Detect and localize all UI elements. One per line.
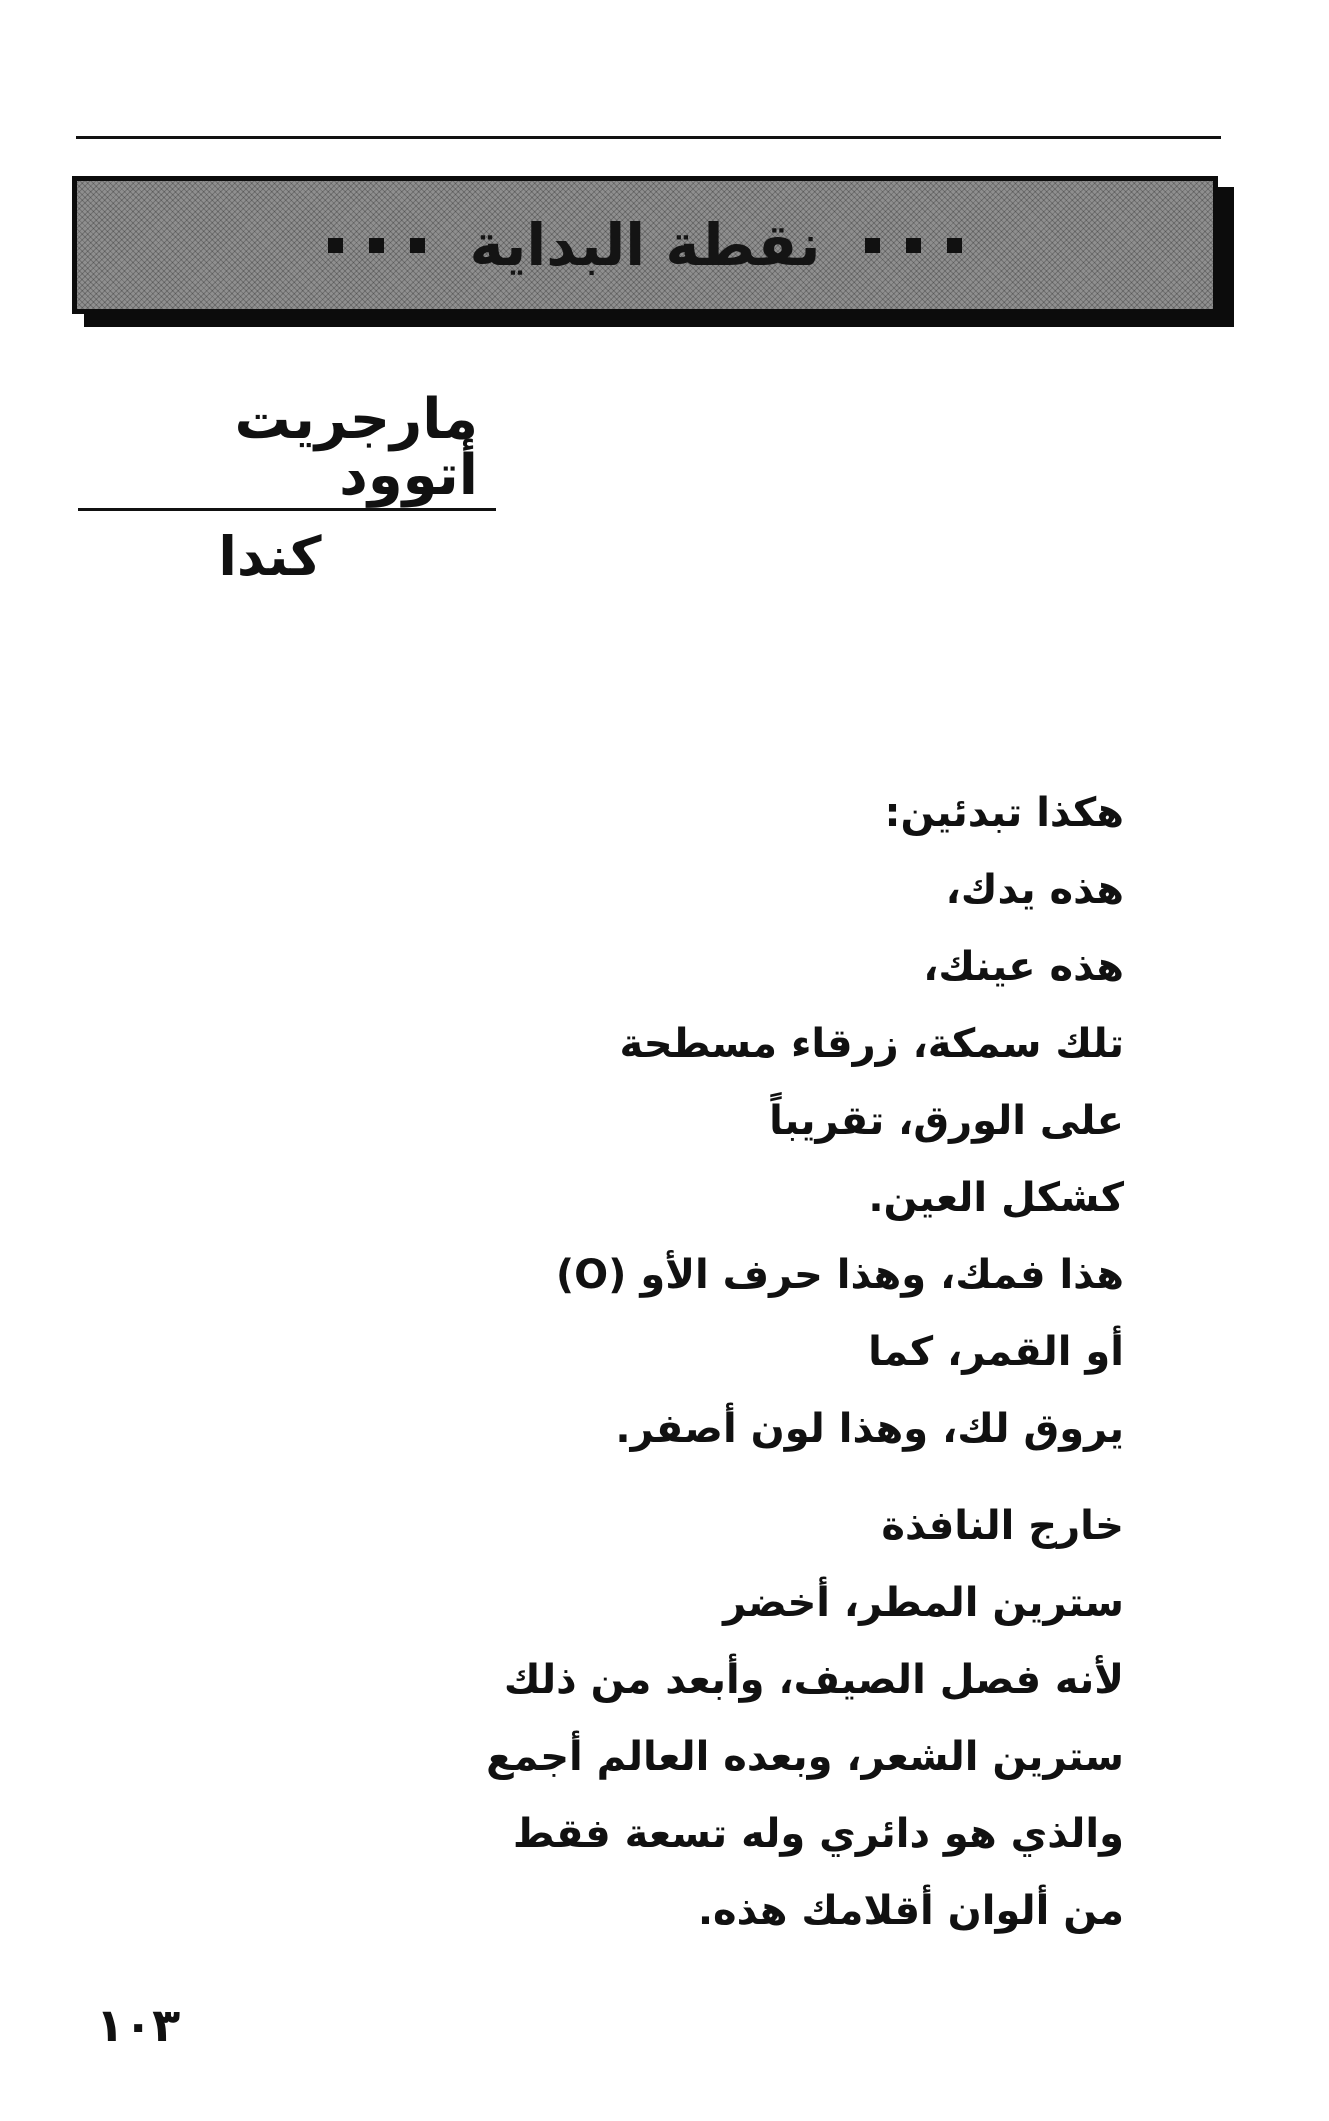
- square-bullet-icon: [369, 238, 384, 253]
- author-name: مارجريت أتوود: [234, 387, 478, 508]
- poem-line: كشكل العين.: [868, 1175, 1124, 1221]
- poem-line: يروق لك، وهذا لون أصفر.: [615, 1406, 1124, 1452]
- square-bullet-icon: [410, 238, 425, 253]
- stanza-gap: [424, 1468, 1124, 1488]
- section-banner: [72, 176, 1218, 314]
- poem-line: على الورق، تقريباً: [769, 1098, 1124, 1144]
- square-bullet-icon: [328, 238, 343, 253]
- poem-line: تلك سمكة، زرقاء مسطحة: [619, 1021, 1124, 1067]
- poem-line: هكذا تبدئين:: [884, 790, 1124, 836]
- poem-line: هذا فمك، وهذا حرف الأو (O): [555, 1252, 1124, 1298]
- poem-line: أو القمر، كما: [868, 1329, 1124, 1375]
- poem-line: لأنه فصل الصيف، وأبعد من ذلك: [503, 1657, 1124, 1703]
- poem-stanza: [424, 775, 1124, 1468]
- square-bullet-icon: [947, 238, 962, 253]
- poem-line: هذه عينك،: [923, 944, 1124, 990]
- top-rule: [76, 136, 1221, 139]
- section-title: نقطة البداية: [469, 211, 821, 279]
- square-bullet-icon: [865, 238, 880, 253]
- poem-line: سترين المطر، أخضر: [723, 1580, 1124, 1626]
- poem-line: خارج النافذة: [881, 1503, 1124, 1549]
- page-number: ١٠٣: [96, 1998, 181, 2052]
- poem-stanza: [424, 1488, 1124, 1950]
- author-divider: [78, 508, 496, 511]
- poem-line: من ألوان أقلامك هذه.: [697, 1888, 1124, 1934]
- banner-content: [328, 211, 961, 279]
- poem-line: هذه يدك،: [945, 867, 1124, 913]
- poem-line: والذي هو دائري وله تسعة فقط: [512, 1811, 1124, 1857]
- poem-line: سترين الشعر، وبعده العالم أجمع: [486, 1734, 1124, 1780]
- square-bullet-icon: [906, 238, 921, 253]
- poem-body: [424, 775, 1124, 1950]
- author-country: كندا: [218, 525, 322, 588]
